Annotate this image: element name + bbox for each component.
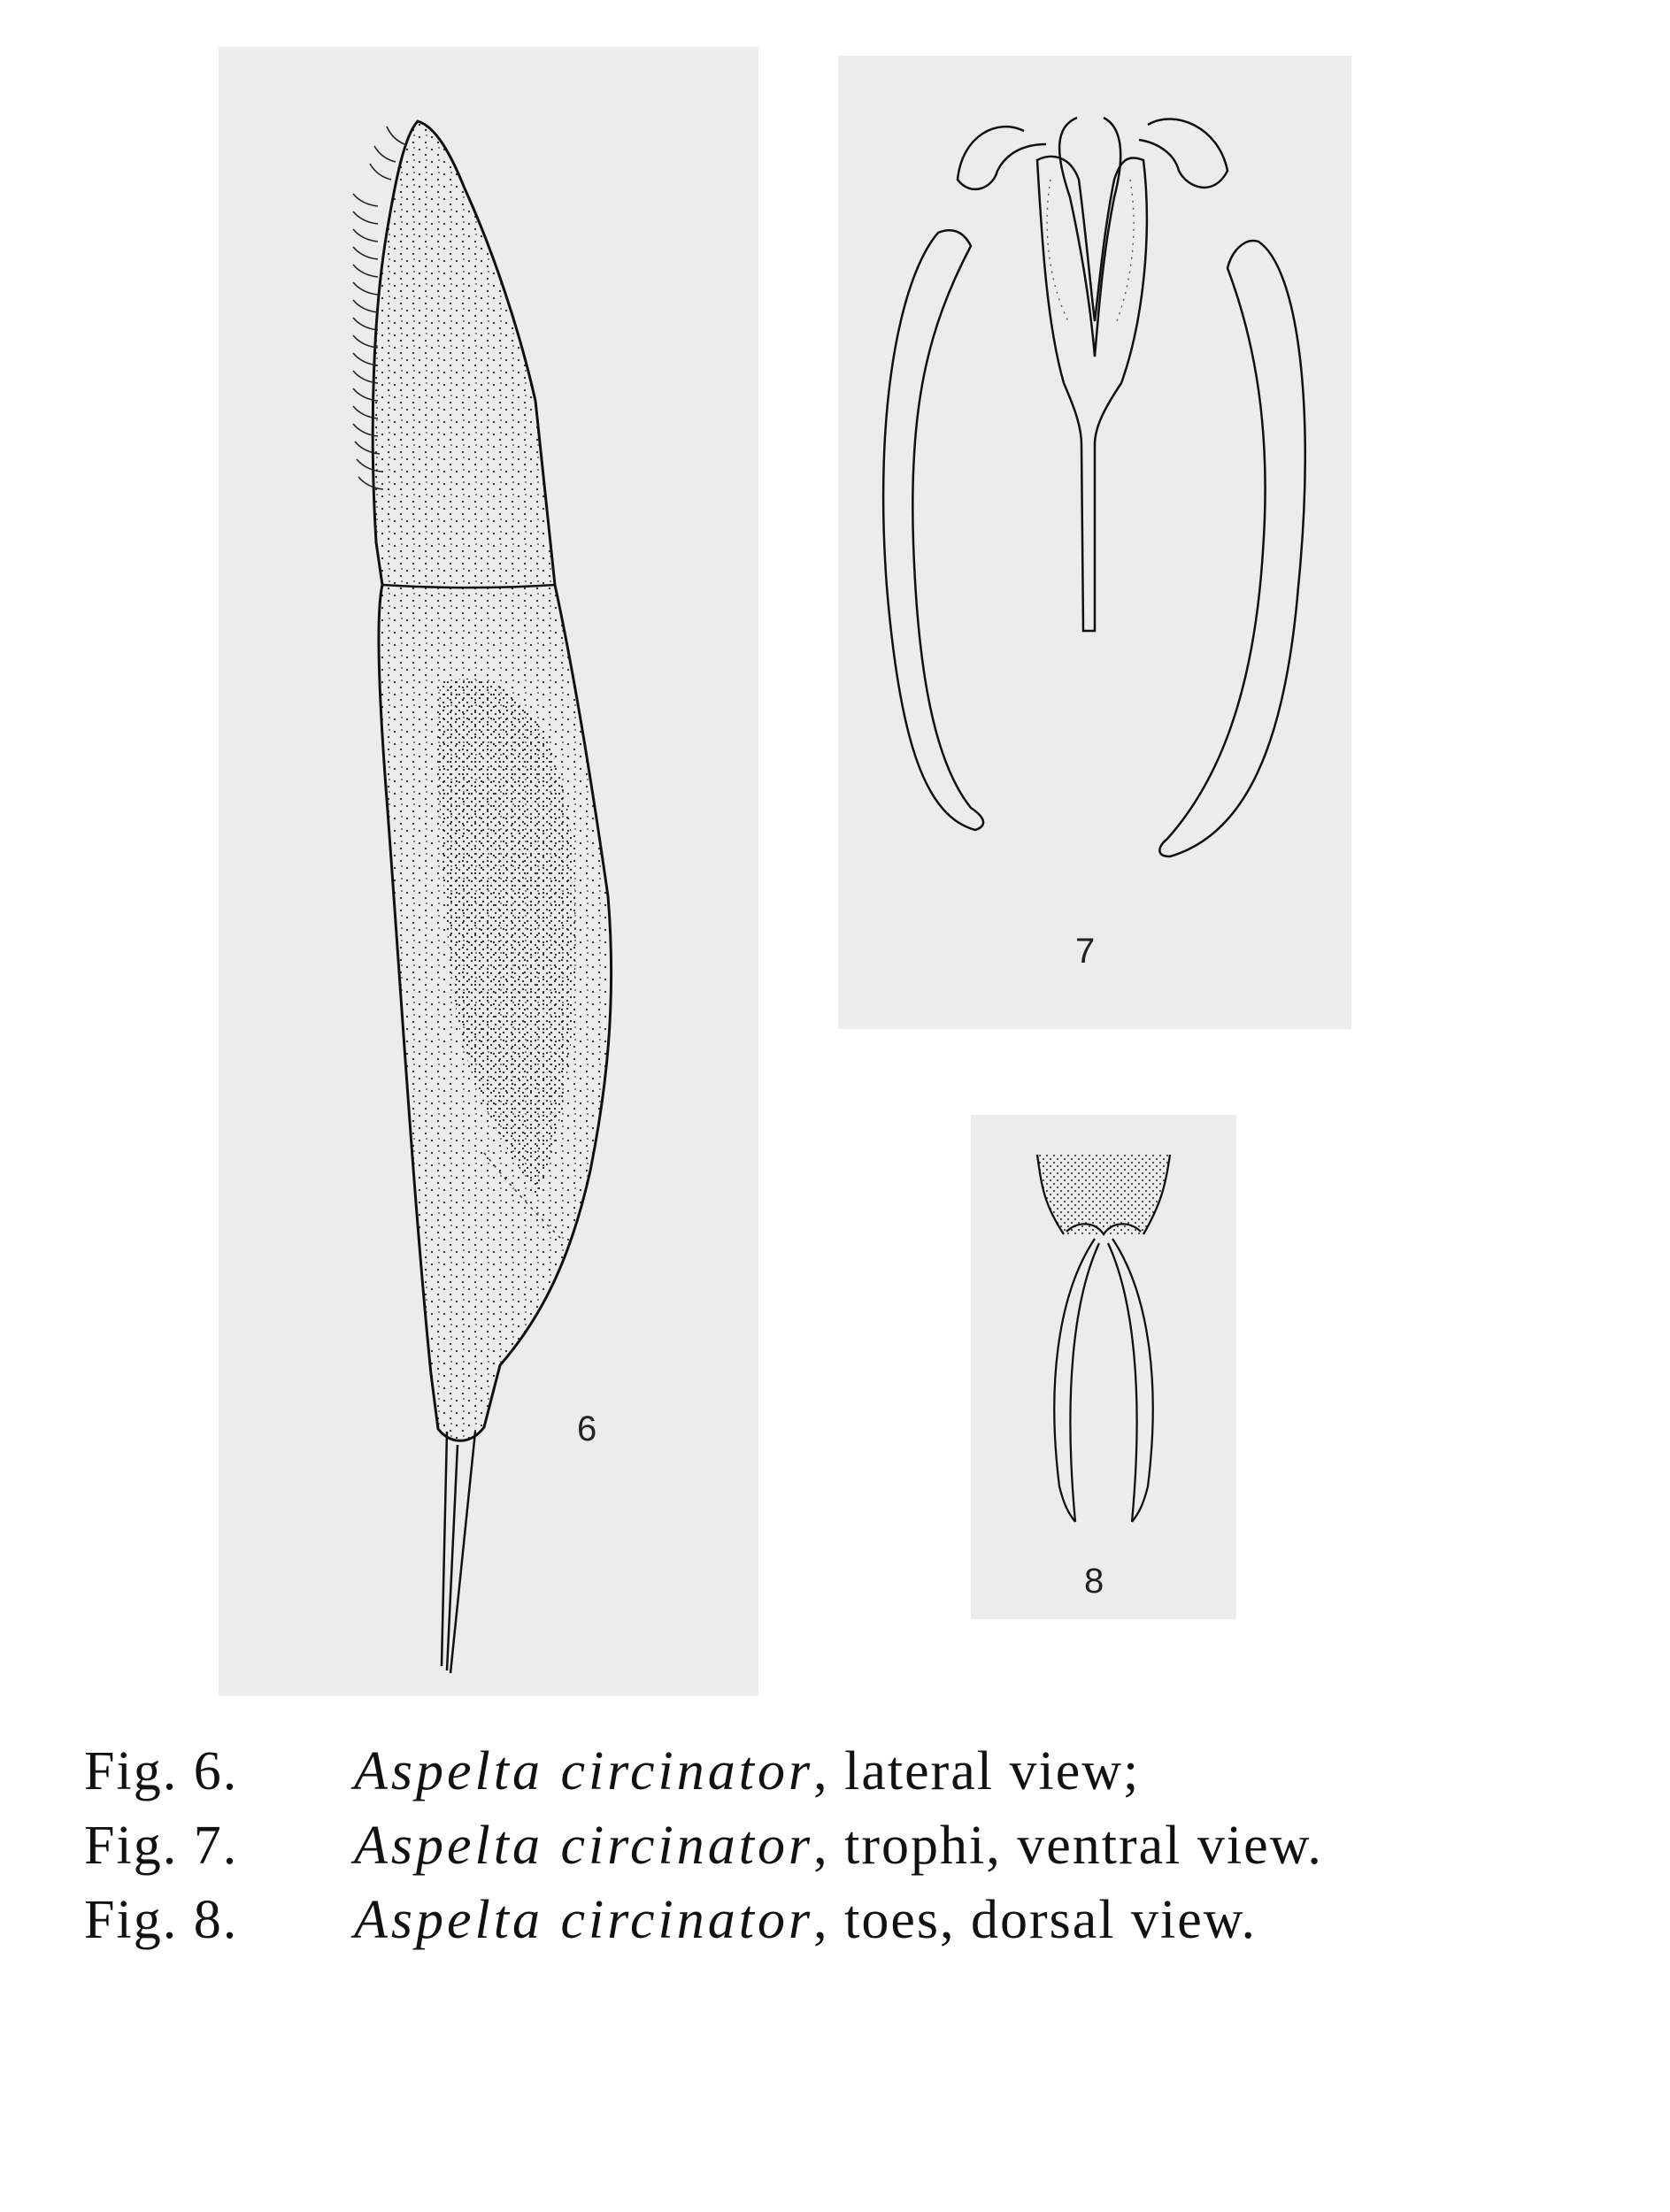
figure-8-number: 8 bbox=[1084, 1562, 1104, 1601]
figure-7-panel bbox=[838, 56, 1351, 1029]
caption-species: Aspelta circinator bbox=[354, 1741, 814, 1801]
caption-text: , lateral view; bbox=[813, 1741, 1141, 1801]
figure-7-number: 7 bbox=[1075, 932, 1096, 971]
caption-fig-7 bbox=[84, 1809, 1642, 1883]
trophi-ventral-drawing bbox=[838, 56, 1351, 1029]
caption-fig-6 bbox=[84, 1734, 1642, 1809]
figure-8-panel bbox=[971, 1115, 1236, 1619]
caption-label: Fig. 7. bbox=[84, 1816, 239, 1876]
figure-captions bbox=[84, 1734, 1642, 1957]
figure-6-panel bbox=[219, 47, 758, 1696]
caption-fig-8 bbox=[84, 1883, 1642, 1957]
caption-label: Fig. 8. bbox=[84, 1890, 239, 1950]
toes-dorsal-drawing bbox=[971, 1115, 1236, 1619]
caption-text: , trophi, ventral view. bbox=[813, 1816, 1323, 1876]
caption-species: Aspelta circinator bbox=[354, 1816, 814, 1876]
caption-label: Fig. 6. bbox=[84, 1741, 239, 1801]
caption-species: Aspelta circinator bbox=[354, 1890, 814, 1950]
figure-6-number: 6 bbox=[577, 1409, 597, 1448]
rotifer-lateral-drawing bbox=[219, 47, 758, 1696]
caption-text: , toes, dorsal view. bbox=[813, 1890, 1258, 1950]
